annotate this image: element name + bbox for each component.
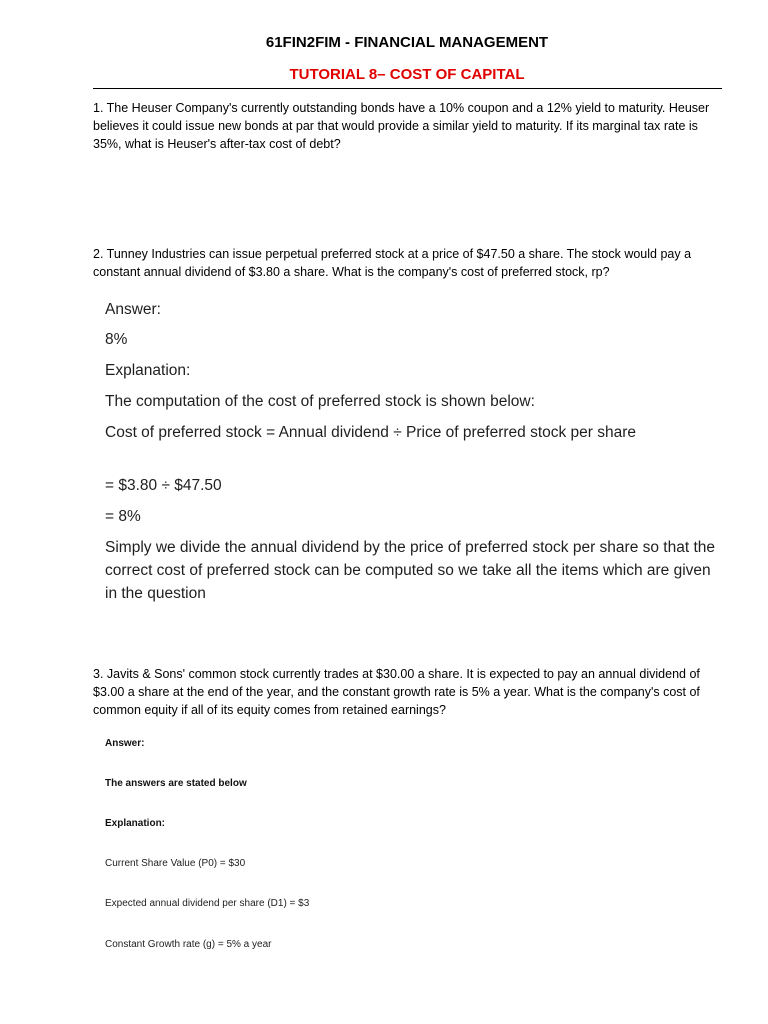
answer-3-current-share-value: Current Share Value (P0) = $30 xyxy=(105,858,246,869)
answer-3-growth-rate: Constant Growth rate (g) = 5% a year xyxy=(105,939,272,950)
question-2: 2. Tunney Industries can issue perpetual preferred stock at a price of $47.50 a share. The stock would pay a constant annual dividend of $3.80 a share. What is the company's cost of preferred stock, rp? xyxy=(93,247,692,279)
answer-2-note: Simply we divide the annual dividend by the price of preferred stock per share so that the correct cost of preferred stock can be computed so we take all the items which are given in the question xyxy=(105,539,716,602)
answer-3-explanation-label: Explanation: xyxy=(105,818,166,829)
answer-2-explanation-label: Explanation: xyxy=(105,362,191,379)
answer-2-result: = 8% xyxy=(105,508,141,525)
tutorial-title: TUTORIAL 8– COST OF CAPITAL xyxy=(289,66,525,83)
course-title: 61FIN2FIM - FINANCIAL MANAGEMENT xyxy=(265,34,549,51)
question-3: 3. Javits & Sons' common stock currently trades at $30.00 a share. It is expected to pay an annual dividend of $3.00 a share at the end of the year, and the constant growth rate is 5% a year. What is the company's cost of common equity if all of its equity comes from retained earnings? xyxy=(93,667,700,717)
answer-2-value: 8% xyxy=(105,331,128,348)
answer-3-stated: The answers are stated below xyxy=(105,778,247,789)
answer-2-intro: The computation of the cost of preferred stock is shown below: xyxy=(105,393,535,410)
answer-2-calculation: = $3.80 ÷ $47.50 xyxy=(105,477,222,494)
answer-2-formula: Cost of preferred stock = Annual dividend ÷ Price of preferred stock per share xyxy=(105,424,637,441)
question-1: 1. The Heuser Company's currently outstanding bonds have a 10% coupon and a 12% yield to maturity. Heuser believes it could issue new bonds at par that would provide a similar yield to maturity. If its marginal tax rate is 35%, what is Heuser's after-tax cost of debt? xyxy=(93,101,710,151)
answer-3-label: Answer: xyxy=(105,738,145,749)
answer-3-expected-dividend: Expected annual dividend per share (D1) = $3 xyxy=(105,898,310,909)
answer-2-label: Answer: xyxy=(105,301,161,318)
header-divider xyxy=(93,88,722,89)
